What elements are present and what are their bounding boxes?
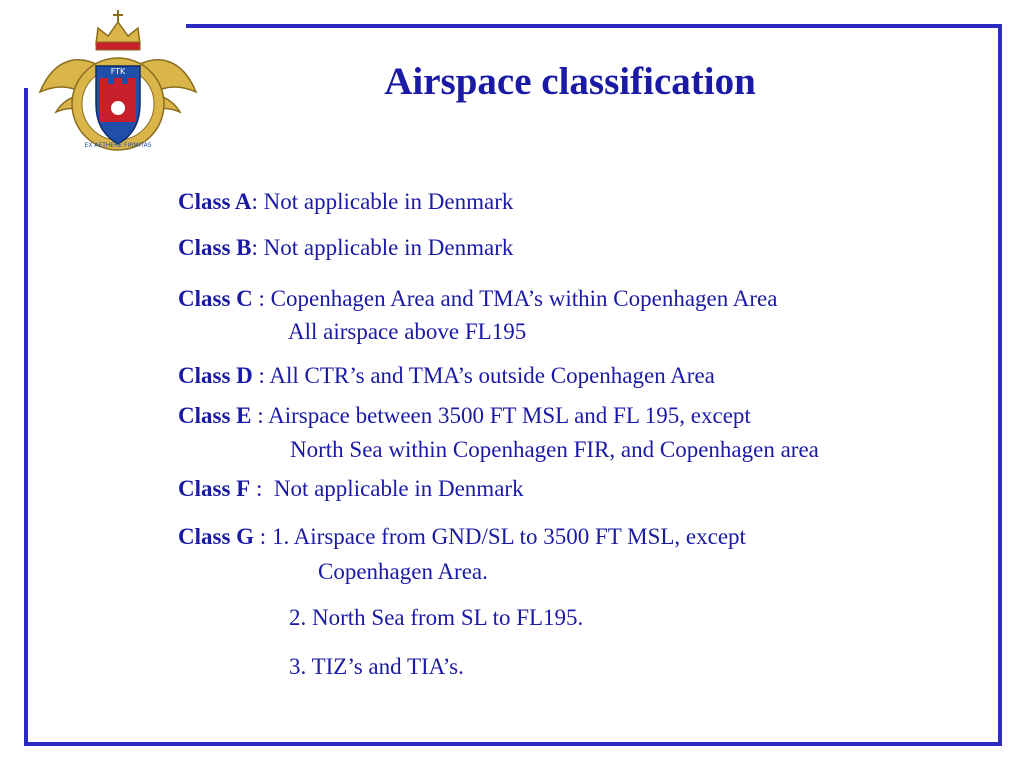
ftk-crest-icon [38, 4, 198, 164]
class-c-separator: : [252, 286, 271, 311]
class-c-label: Class C [178, 286, 253, 311]
class-d-line [178, 361, 715, 391]
class-b-line [178, 233, 513, 263]
class-f-separator: : [250, 476, 274, 501]
class-f-text: Not applicable in Denmark [273, 476, 524, 501]
class-f-line [178, 474, 524, 504]
class-d-separator: : [252, 363, 270, 388]
class-a-separator: : [251, 189, 264, 214]
class-g-item-2: 2. North Sea from SL to FL195. [289, 605, 584, 630]
class-e-separator: : [251, 403, 269, 428]
crest-motto: EX AETHERE FIRMITAS [84, 142, 152, 149]
class-e-label: Class E [178, 403, 252, 428]
class-g-continuation: Copenhagen Area. [318, 559, 488, 584]
class-g-line [178, 522, 746, 552]
class-a-text: Not applicable in Denmark [263, 189, 514, 214]
class-g-item-3: 3. TIZ’s and TIA’s. [289, 654, 464, 679]
class-c-line [178, 284, 777, 314]
slide-title: Airspace classification [384, 60, 756, 103]
class-d-text: All CTR’s and TMA’s outside Copenhagen Area [269, 363, 715, 388]
frame-right-border [998, 24, 1002, 746]
class-d-label: Class D [178, 363, 253, 388]
frame-top-border [186, 24, 1002, 28]
frame-left-border [24, 88, 28, 746]
class-a-label: Class A [178, 189, 252, 214]
class-e-line [178, 401, 751, 431]
class-b-label: Class B [178, 235, 252, 260]
class-c-text: Copenhagen Area and TMA’s within Copenhagen Area [270, 286, 778, 311]
class-g-separator: : [254, 524, 272, 549]
class-g-label: Class G [178, 524, 255, 549]
class-b-text: Not applicable in Denmark [263, 235, 514, 260]
crest-abbreviation: FTK [110, 67, 126, 76]
class-a-line [178, 187, 513, 217]
class-b-separator: : [251, 235, 264, 260]
frame-bottom-border [24, 742, 1002, 746]
class-e-continuation: North Sea within Copenhagen FIR, and Copenhagen area [290, 437, 819, 462]
class-f-label: Class F [178, 476, 251, 501]
class-c-continuation: All airspace above FL195 [288, 319, 527, 344]
class-e-text: Airspace between 3500 FT MSL and FL 195, except [268, 403, 751, 428]
class-g-text: 1. Airspace from GND/SL to 3500 FT MSL, except [271, 524, 746, 549]
